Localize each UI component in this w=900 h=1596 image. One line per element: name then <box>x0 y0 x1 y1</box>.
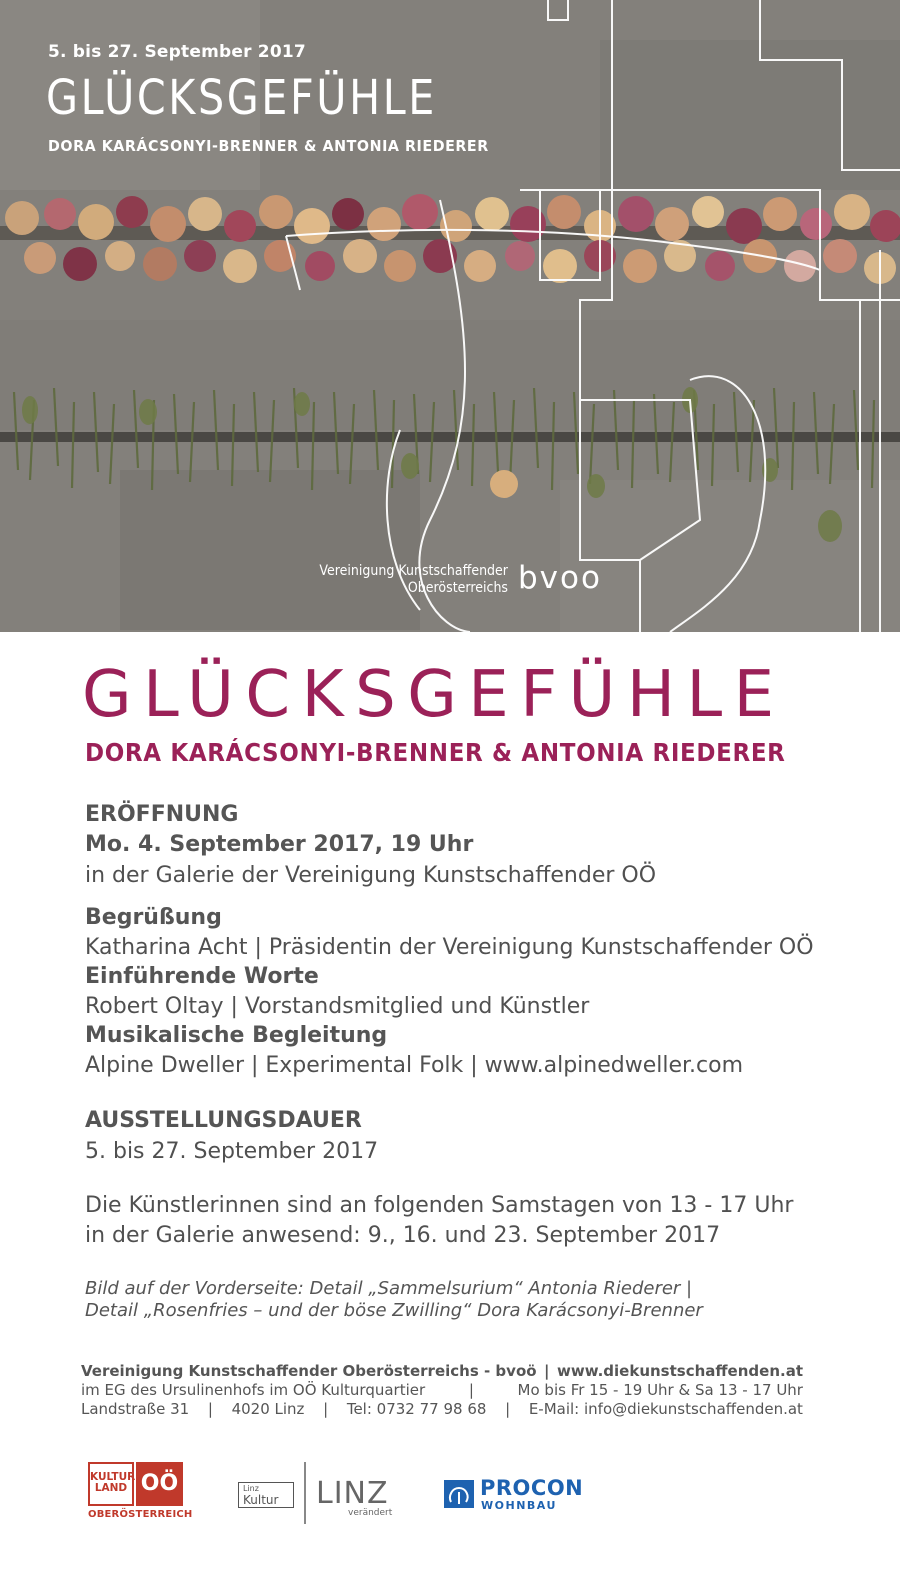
hero-org-name <box>276 563 508 597</box>
footer-sep: | <box>468 1381 474 1399</box>
credit-line2: Detail „Rosenfries – und der böse Zwilling“ Dora Karácsonyi-Brenner <box>85 1300 703 1321</box>
procon-sub: WOHNBAU <box>481 1499 557 1512</box>
kulturland-wordmark <box>88 1462 134 1506</box>
opening-heading: ERÖFFNUNG <box>85 802 239 827</box>
kulturland-line1: KULTUR <box>90 1471 136 1483</box>
program-text: Robert Oltay | Vorstandsmitglied und Künstler <box>85 994 590 1019</box>
kulturland-logo <box>88 1462 193 1522</box>
cover-image <box>0 0 900 632</box>
procon-tree-icon <box>444 1480 474 1508</box>
credit-line1: Bild auf der Vorderseite: Detail „Sammelsurium“ Antonia Riederer | <box>85 1278 693 1299</box>
program-heading: Einführende Worte <box>85 964 319 989</box>
main-artists: DORA KARÁCSONYI-BRENNER & ANTONIA RIEDERER <box>85 738 786 767</box>
footer-location: im EG des Ursulinenhofs im OÖ Kulturquartier <box>81 1381 426 1399</box>
linz-kultur-top: Linz <box>243 1484 259 1493</box>
footer-contact <box>81 1362 803 1419</box>
main-title: GLÜCKSGEFÜHLE <box>82 658 786 732</box>
linz-kultur-bottom: Kultur <box>243 1493 279 1507</box>
footer-sep: | <box>544 1362 550 1380</box>
presence-line2: in der Galerie anwesend: 9., 16. und 23. September 2017 <box>85 1223 721 1248</box>
hero-artists: DORA KARÁCSONYI-BRENNER & ANTONIA RIEDERER <box>48 137 489 155</box>
footer-sep: | <box>505 1400 511 1418</box>
footer-email[interactable]: E-Mail: info@diekunstschaffenden.at <box>528 1400 803 1418</box>
duration-heading: AUSSTELLUNGSDAUER <box>85 1108 362 1133</box>
kulturland-mark: OÖ <box>136 1462 183 1506</box>
linz-logo <box>238 1460 408 1526</box>
linz-wordmark: LINZ <box>316 1476 389 1511</box>
footer-org: Vereinigung Kunstschaffender Oberösterreichs - bvoö <box>81 1362 537 1380</box>
duration-dates: 5. bis 27. September 2017 <box>85 1139 379 1164</box>
hero-org-line2: Oberösterreichs <box>407 580 508 596</box>
bvoo-logo: bvoo <box>518 560 602 596</box>
procon-icon <box>444 1480 474 1508</box>
footer-sep: | <box>207 1400 213 1418</box>
program-heading: Musikalische Begleitung <box>85 1023 388 1048</box>
opening-location: in der Galerie der Vereinigung Kunstschaffender OÖ <box>85 863 657 888</box>
program-heading: Begrüßung <box>85 905 222 930</box>
footer-city: 4020 Linz <box>231 1400 305 1418</box>
footer-tel: Tel: 0732 77 98 68 <box>346 1400 487 1418</box>
program-text: Katharina Acht | Präsidentin der Vereinigung Kunstschaffender OÖ <box>85 935 814 960</box>
hero-date: 5. bis 27. September 2017 <box>48 42 306 62</box>
footer-address: Landstraße 31 <box>81 1400 190 1418</box>
presence-line1: Die Künstlerinnen sind an folgenden Samstagen von 13 - 17 Uhr <box>85 1193 794 1218</box>
footer-sep: | <box>323 1400 329 1418</box>
program-text: Alpine Dweller | Experimental Folk | www.alpinedweller.com <box>85 1053 744 1078</box>
kulturland-line2: LAND <box>94 1482 128 1494</box>
kulturland-sub: OBERÖSTERREICH <box>88 1509 193 1520</box>
procon-name: PROCON <box>480 1476 584 1500</box>
footer-hours: Mo bis Fr 15 - 19 Uhr & Sa 13 - 17 Uhr <box>517 1381 803 1399</box>
hero-title: GLÜCKSGEFÜHLE <box>46 70 437 126</box>
linz-kultur-logo <box>238 1482 294 1508</box>
opening-datetime: Mo. 4. September 2017, 19 Uhr <box>85 832 474 857</box>
linz-subline: verändert <box>348 1508 393 1518</box>
footer-website[interactable]: www.diekunstschaffenden.at <box>556 1362 803 1380</box>
procon-logo <box>444 1478 594 1518</box>
hero-org-line1: Vereinigung Kunstschaffender <box>319 563 508 579</box>
logo-divider <box>304 1462 306 1524</box>
